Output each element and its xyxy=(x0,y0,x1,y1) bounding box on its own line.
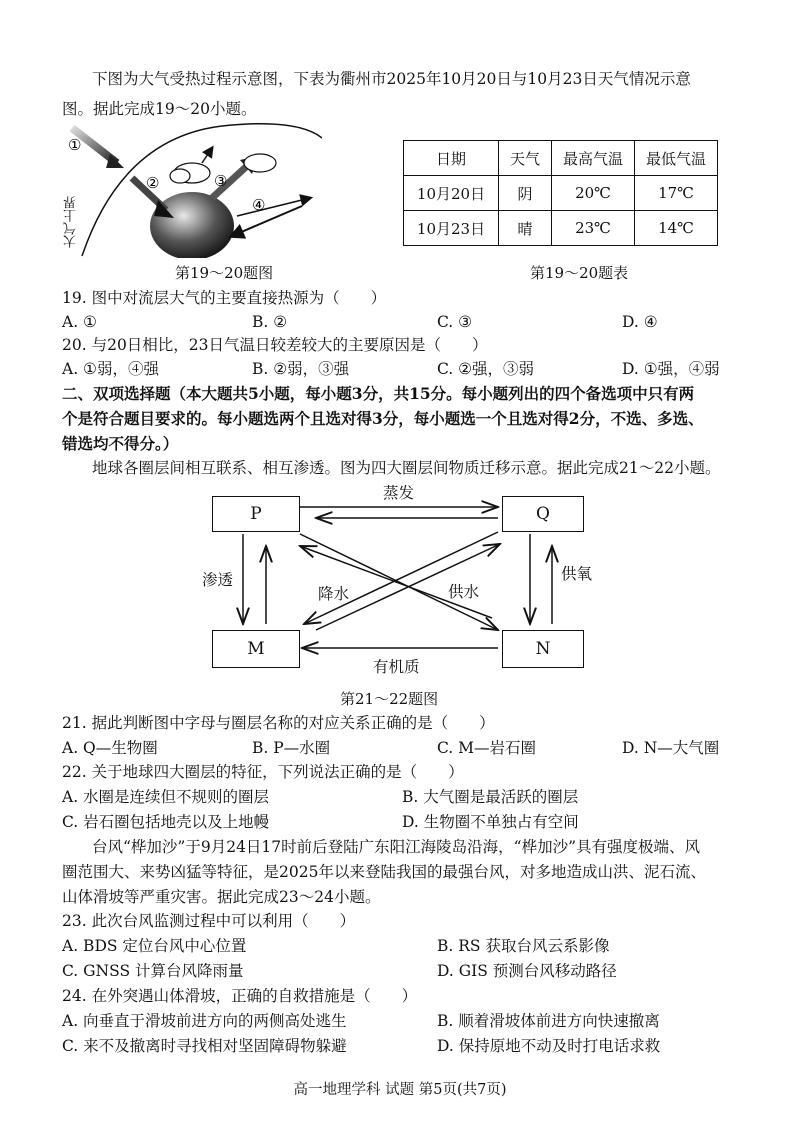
q20-stem: 20. 与20日相比，23日气温日较差较大的主要原因是（ ） xyxy=(62,336,488,354)
atmosphere-top-label: 大气上界 xyxy=(64,196,79,248)
box-q: Q xyxy=(502,496,584,532)
q19-option-c[interactable]: C. ③ xyxy=(437,313,473,331)
cell-min-temp: 17℃ xyxy=(635,176,718,211)
q24-option-b[interactable]: B. 顺着滑坡体前进方向快速撤离 xyxy=(437,1012,660,1030)
q22-option-b[interactable]: B. 大气圈是最活跃的圈层 xyxy=(402,788,579,806)
label-precipitation: 降水 xyxy=(318,585,350,603)
box-p: P xyxy=(212,496,300,532)
q24-stem: 24. 在外突遇山体滑坡，正确的自救措施是（ ） xyxy=(62,987,418,1005)
q21-option-c[interactable]: C. M—岩石圈 xyxy=(437,739,537,757)
marker-3: ③ xyxy=(214,172,228,190)
header-max-temp: 最高气温 xyxy=(552,141,635,176)
q22-option-d[interactable]: D. 生物圈不单独占有空间 xyxy=(402,813,579,831)
q21-option-d[interactable]: D. N—大气圈 xyxy=(622,739,720,757)
q20-option-c[interactable]: C. ②强，③弱 xyxy=(437,360,535,378)
page-footer: 高一地理学科 试题 第5页(共7页) xyxy=(293,1082,507,1098)
q20-option-a[interactable]: A. ①弱，④强 xyxy=(62,360,159,378)
q23-option-a[interactable]: A. BDS 定位台风中心位置 xyxy=(62,937,247,955)
q23-option-c[interactable]: C. GNSS 计算台风降雨量 xyxy=(62,962,244,980)
box-n: N xyxy=(502,630,584,668)
typhoon-line-2: 圈范围大、来势凶猛等特征，是2025年以来登陆我国的最强台风，对多地造成山洪、泥石流、 xyxy=(62,863,706,881)
section2-line-3: 错选均不得分。） xyxy=(62,434,179,453)
box-m: M xyxy=(212,630,300,668)
cell-weather: 阴 xyxy=(499,176,552,211)
marker-2: ② xyxy=(146,174,160,192)
typhoon-line-1: 台风“桦加沙”于9月24日17时前后登陆广东阳江海陵岛沿海，“桦加沙”具有强度极端、风 xyxy=(92,838,701,856)
figure1-caption: 第19～20题图 xyxy=(175,264,274,282)
label-oxygen-supply: 供氧 xyxy=(561,565,593,583)
q19-option-a[interactable]: A. ① xyxy=(62,313,97,331)
q21-stem: 21. 据此判断图中字母与圈层名称的对应关系正确的是（ ） xyxy=(62,714,495,732)
q20-option-d[interactable]: D. ①强，④弱 xyxy=(622,360,720,378)
q21-option-b[interactable]: B. P—水圈 xyxy=(252,739,331,757)
label-organic-matter: 有机质 xyxy=(373,658,420,676)
q24-option-c[interactable]: C. 来不及撤离时寻找相对坚固障碍物躲避 xyxy=(62,1037,347,1055)
q22-stem: 22. 关于地球四大圈层的特征，下列说法正确的是（ ） xyxy=(62,763,464,781)
q19-option-d[interactable]: D. ④ xyxy=(622,313,658,331)
q20-option-b[interactable]: B. ②弱，③强 xyxy=(252,360,350,378)
cell-date: 10月20日 xyxy=(404,176,499,211)
marker-1: ① xyxy=(68,136,82,154)
intro-line-2: 图。据此完成19～20小题。 xyxy=(62,100,257,118)
q19-stem: 19. 图中对流层大气的主要直接热源为（ ） xyxy=(62,289,387,307)
label-evaporation: 蒸发 xyxy=(383,484,415,502)
section2-line-2: 个是符合题目要求的。每小题选两个且选对得3分，每小题选一个且选对得2分，不选、多选、 xyxy=(62,409,704,428)
cell-date: 10月23日 xyxy=(404,211,499,246)
cell-weather: 晴 xyxy=(499,211,552,246)
q24-option-a[interactable]: A. 向垂直于滑坡前进方向的两侧高处逃生 xyxy=(62,1012,347,1030)
header-weather: 天气 xyxy=(499,141,552,176)
arrow-q-to-m xyxy=(304,532,498,624)
typhoon-line-3: 山体滑坡等严重灾害。据此完成23～24小题。 xyxy=(62,888,381,906)
marker-4: ④ xyxy=(252,196,266,214)
header-date: 日期 xyxy=(404,141,499,176)
intro-line-1: 下图为大气受热过程示意图，下表为衢州市2025年10月20日与10月23日天气情况示意 xyxy=(92,70,691,88)
header-min-temp: 最低气温 xyxy=(635,141,718,176)
q21-option-a[interactable]: A. Q—生物圈 xyxy=(62,739,158,757)
cell-max-temp: 23℃ xyxy=(552,211,635,246)
q23-stem: 23. 此次台风监测过程中可以利用（ ） xyxy=(62,912,356,930)
q22-option-a[interactable]: A. 水圈是连续但不规则的圈层 xyxy=(62,788,270,806)
q22-option-c[interactable]: C. 岩石圈包括地壳以及上地幔 xyxy=(62,813,270,831)
table-caption: 第19～20题表 xyxy=(530,264,629,282)
label-water-supply: 供水 xyxy=(448,583,480,601)
label-infiltration: 渗透 xyxy=(202,571,234,589)
figure2-caption: 第21～22题图 xyxy=(340,690,439,708)
cell-min-temp: 14℃ xyxy=(635,211,718,246)
q23-option-d[interactable]: D. GIS 预测台风移动路径 xyxy=(437,962,617,980)
section2-line-1: 二、双项选择题（本大题共5小题，每小题3分，共15分。每小题列出的四个备选项中只有两 xyxy=(62,384,695,403)
q23-option-b[interactable]: B. RS 获取台风云系影像 xyxy=(437,937,610,955)
q24-option-d[interactable]: D. 保持原地不动及时打电话求救 xyxy=(437,1037,661,1055)
intro2: 地球各圈层间相互联系、相互渗透。图为四大圈层间物质迁移示意。据此完成21～22小题。 xyxy=(92,459,721,477)
q19-option-b[interactable]: B. ② xyxy=(252,313,288,331)
cell-max-temp: 20℃ xyxy=(552,176,635,211)
